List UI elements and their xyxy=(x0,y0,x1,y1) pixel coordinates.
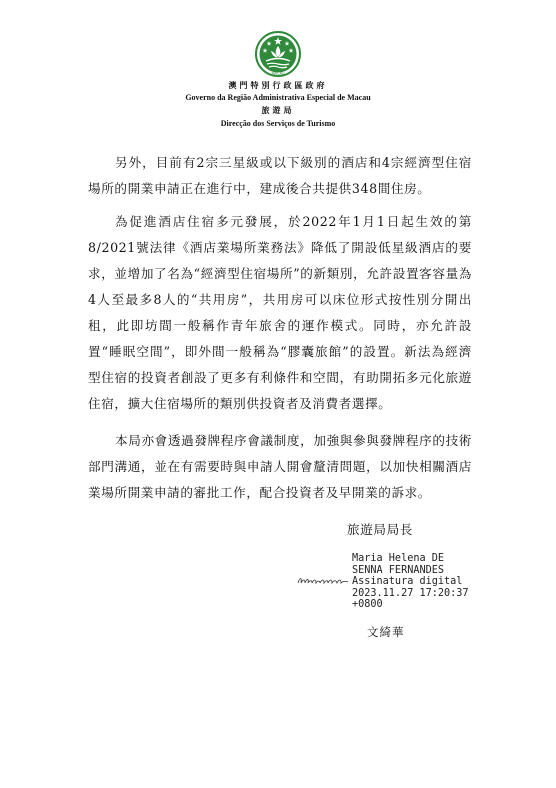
emblem-label: MACAU xyxy=(271,71,285,76)
government-name-chinese: 澳門特別行政區政府 xyxy=(228,81,328,90)
handwritten-signature xyxy=(296,571,350,589)
digital-signature-name-line2: SENNA FERNANDES xyxy=(352,564,445,576)
digital-signature-timezone: +0800 xyxy=(352,599,383,611)
department-name-chinese: 旅遊局 xyxy=(261,106,295,115)
signatory-name: 文綺華 xyxy=(367,625,405,639)
signatory-title: 旅遊局局長 xyxy=(347,522,413,537)
macau-emblem-icon xyxy=(254,30,302,78)
digital-signature-label: Assinatura digital xyxy=(352,576,463,588)
digital-signature-block xyxy=(352,553,482,611)
digital-signature-timestamp: 2023.11.27 17:20:37 xyxy=(352,587,469,599)
government-name-portuguese: Governo da Região Administrativa Especial de Macau xyxy=(185,93,371,102)
paragraph-3: 本局亦會透過發牌程序會議制度，加強與參與發牌程序的技術部門溝通，並在有需要時與申請人開會釐清問題，以加快相關酒店業場所開業申請的審批工作，配合投資者及早開業的訴求。 xyxy=(88,433,472,500)
paragraph-1: 另外，目前有2宗三星級或以下級別的酒店和4宗經濟型住宿場所的開業申請正在進行中，建成後合共提供348間住房。 xyxy=(88,155,472,196)
digital-signature-name-line1: Maria Helena DE xyxy=(352,553,445,564)
department-name-portuguese: Direcção dos Serviços de Turismo xyxy=(220,119,336,128)
paragraph-2: 為促進酒店住宿多元發展，於2022年1月1日起生效的第8/2021號法律《酒店業場所業務法》降低了開設低星級酒店的要求，並增加了名為“經濟型住宿場所”的新類別，允許設置客容量為4人至最多8人的“共用房”，共用房可以床位形式按性別分開出租，此即坊間一般稱作青年旅舍的運作模式。同時，亦允許設置“睡眠空間”，即外間一般稱為“膠囊旅館”的設置。新法為經濟型住宿的投資者創設了更多有利條件和空間，有助開拓多元化旅遊住宿，擴大住宿場所的類別供投資者及消費者選擇。 xyxy=(88,214,472,411)
